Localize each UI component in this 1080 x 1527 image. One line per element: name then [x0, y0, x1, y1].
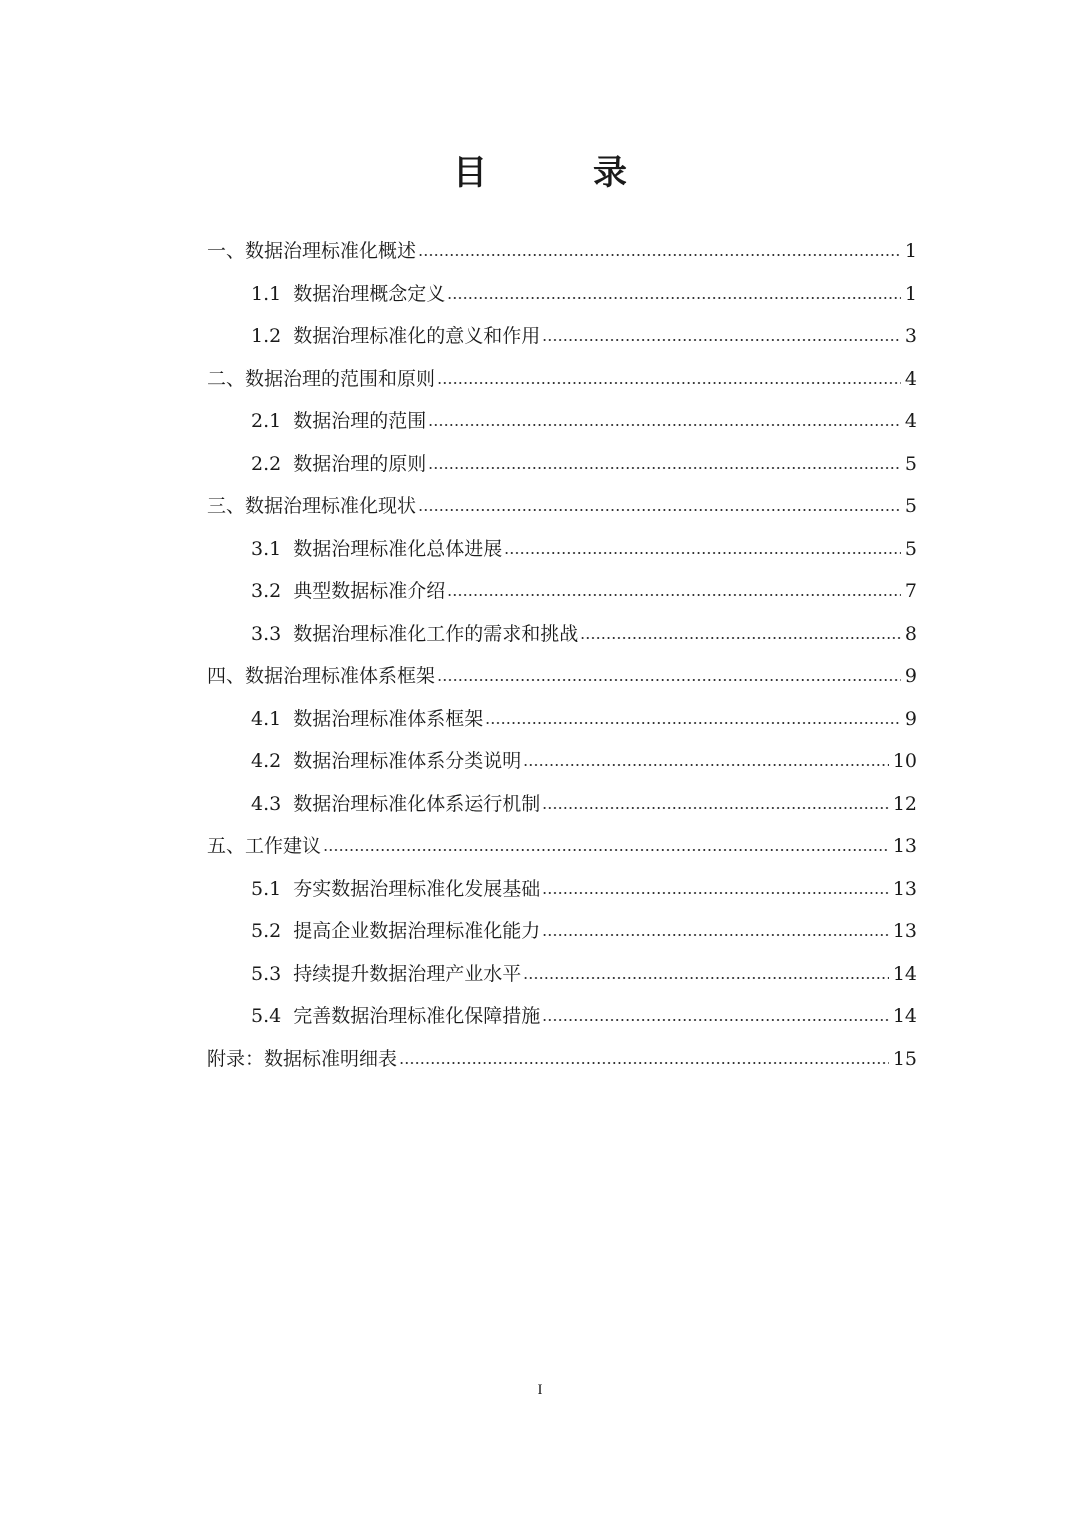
toc-entry-number: 4.2 [251, 750, 282, 772]
toc-entry-title: 数据治理标准体系框架 [293, 707, 484, 730]
dot-leader [418, 509, 901, 511]
toc-entry-page: 1 [904, 282, 917, 305]
toc-entry[interactable] [207, 868, 917, 911]
page-title: 目 录 [453, 153, 663, 193]
dot-leader [542, 807, 889, 809]
dot-leader [542, 1019, 889, 1021]
toc-entry-title: 数据治理标准化工作的需求和挑战 [293, 622, 579, 645]
toc-entry-page: 9 [904, 707, 917, 730]
toc-entry-page: 5 [904, 495, 917, 517]
toc-entry-page: 1 [904, 240, 917, 262]
toc-entry[interactable] [207, 315, 917, 358]
toc-entry[interactable] [207, 995, 917, 1038]
dot-leader [323, 849, 889, 851]
toc-entry[interactable] [207, 613, 917, 656]
toc-entry[interactable] [207, 825, 917, 868]
toc-entry-title: 典型数据标准介绍 [293, 580, 446, 602]
dot-leader [447, 297, 901, 299]
dot-leader [418, 254, 901, 256]
toc-entry-title: 夯实数据治理标准化发展基础 [293, 877, 541, 900]
dot-leader [523, 764, 889, 766]
dot-leader [399, 1062, 889, 1064]
toc-entry[interactable] [207, 485, 917, 528]
toc-entry[interactable] [207, 358, 917, 401]
table-of-contents [207, 230, 917, 1080]
toc-entry-number: 4.1 [251, 707, 282, 730]
dot-leader [542, 892, 889, 894]
toc-entry-title: 数据治理标准化总体进展 [293, 537, 503, 560]
toc-entry-title: 五、工作建议 [207, 835, 322, 857]
dot-leader [542, 934, 889, 936]
toc-entry-title: 数据治理标准化体系运行机制 [293, 792, 541, 815]
toc-entry-number: 3.3 [251, 622, 282, 645]
toc-entry-number: 5.3 [251, 962, 282, 985]
toc-entry-number: 4.3 [251, 792, 282, 815]
dot-leader [437, 679, 901, 681]
toc-entry-title: 数据治理的原则 [293, 452, 427, 475]
toc-entry[interactable] [207, 400, 917, 443]
toc-entry-page: 10 [892, 750, 917, 772]
dot-leader [447, 594, 901, 596]
toc-entry-page: 13 [892, 877, 917, 900]
toc-entry[interactable] [207, 910, 917, 953]
toc-entry-number: 2.1 [251, 410, 282, 432]
dot-leader [542, 339, 901, 341]
toc-entry[interactable] [207, 528, 917, 571]
toc-entry-page: 5 [904, 537, 917, 560]
toc-entry-number: 3.1 [251, 537, 282, 560]
toc-entry-page: 8 [904, 622, 917, 645]
toc-entry[interactable] [207, 570, 917, 613]
toc-entry-number: 2.2 [251, 452, 282, 475]
toc-entry[interactable] [207, 443, 917, 486]
toc-entry-page: 14 [892, 962, 917, 985]
page-number: I [537, 1382, 543, 1398]
dot-leader [428, 424, 901, 426]
toc-entry-number: 5.1 [251, 877, 282, 900]
toc-entry-page: 4 [904, 367, 917, 390]
dot-leader [504, 552, 901, 554]
toc-entry-title: 四、数据治理标准体系框架 [207, 665, 436, 687]
toc-entry-page: 13 [892, 835, 917, 857]
toc-entry[interactable] [207, 740, 917, 783]
dot-leader [523, 977, 889, 979]
toc-entry-title: 数据治理标准化的意义和作用 [293, 325, 541, 347]
toc-entry-title: 持续提升数据治理产业水平 [293, 962, 522, 985]
toc-entry[interactable] [207, 953, 917, 996]
toc-entry[interactable] [207, 230, 917, 273]
toc-entry-title: 数据治理的范围 [293, 410, 427, 432]
toc-entry-page: 5 [904, 452, 917, 475]
toc-entry-title: 附录：数据标准明细表 [207, 1047, 398, 1070]
toc-entry-title: 数据治理概念定义 [293, 282, 446, 305]
toc-entry-page: 9 [904, 665, 917, 687]
dot-leader [485, 722, 901, 724]
toc-entry-page: 4 [904, 410, 917, 432]
dot-leader [580, 637, 901, 639]
dot-leader [428, 467, 901, 469]
toc-entry-number: 1.2 [251, 325, 282, 347]
toc-entry-number: 3.2 [251, 580, 282, 602]
toc-entry[interactable] [207, 698, 917, 741]
toc-entry-title: 二、数据治理的范围和原则 [207, 367, 436, 390]
toc-entry-title: 提高企业数据治理标准化能力 [293, 920, 541, 942]
toc-entry-page: 13 [892, 920, 917, 942]
toc-entry[interactable] [207, 273, 917, 316]
toc-entry-page: 14 [892, 1005, 917, 1027]
toc-entry[interactable] [207, 783, 917, 826]
toc-entry-title: 三、数据治理标准化现状 [207, 495, 417, 517]
dot-leader [437, 382, 901, 384]
toc-entry-number: 5.2 [251, 920, 282, 942]
toc-entry-title: 数据治理标准体系分类说明 [293, 750, 522, 772]
toc-entry-page: 3 [904, 325, 917, 347]
toc-entry-page: 12 [892, 792, 917, 815]
toc-entry-number: 1.1 [251, 282, 282, 305]
toc-entry[interactable] [207, 655, 917, 698]
toc-entry-title: 一、数据治理标准化概述 [207, 240, 417, 262]
toc-entry-page: 7 [904, 580, 917, 602]
toc-entry-title: 完善数据治理标准化保障措施 [293, 1005, 541, 1027]
toc-entry-page: 15 [892, 1047, 917, 1070]
toc-entry[interactable] [207, 1038, 917, 1081]
toc-entry-number: 5.4 [251, 1005, 282, 1027]
